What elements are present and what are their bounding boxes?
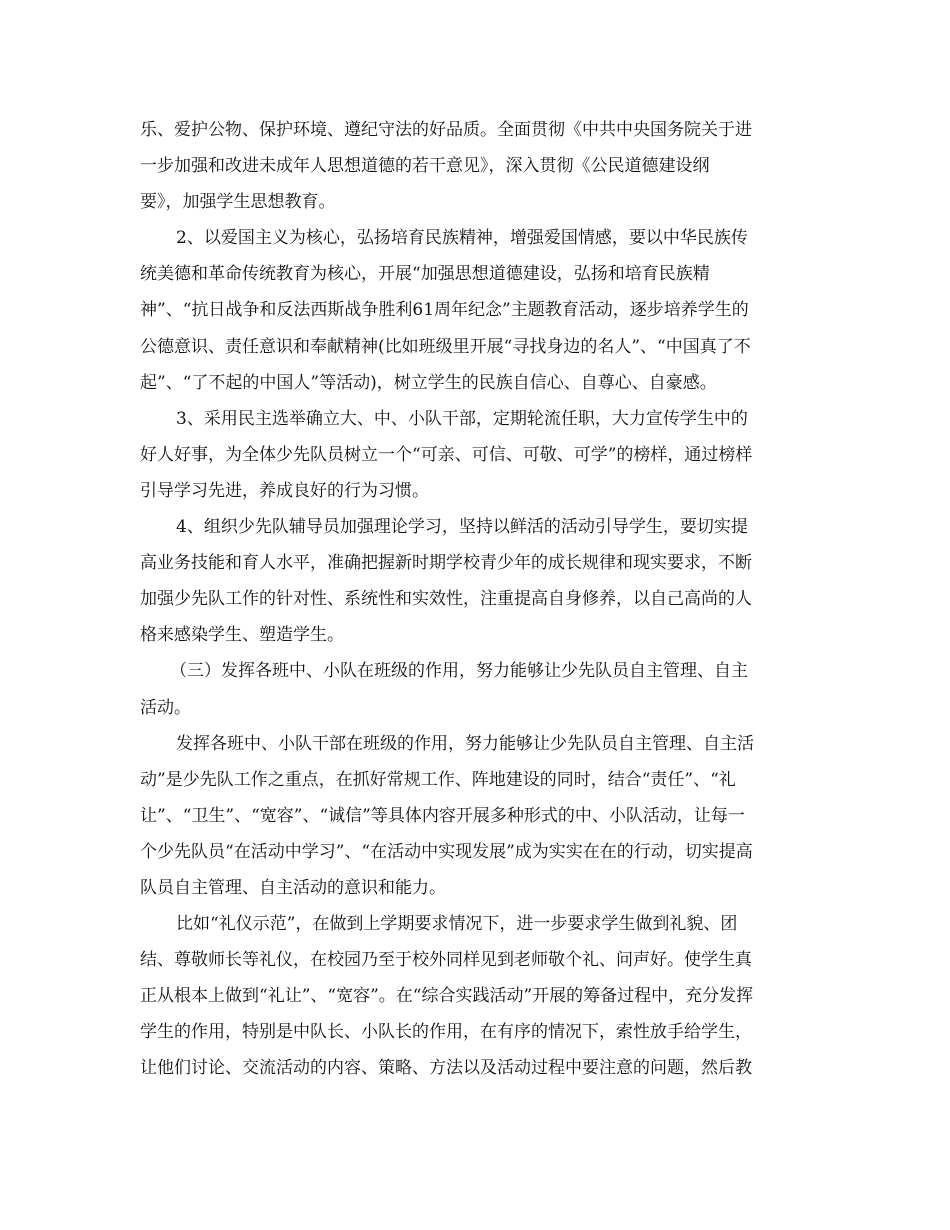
- text-line: 要》，加强学生思想教育。: [140, 192, 336, 213]
- text-line: 让”、“卫生”、“宽容”、“诚信”等具体内容开展多种形式的中、小队活动，让每一: [140, 805, 745, 826]
- text-line: 加强少先队工作的针对性、系统性和实效性，注重提高自身修养，以自己高尚的人: [140, 589, 752, 610]
- text-line: 让他们讨论、交流活动的内容、策略、方法以及活动过程中要注意的问题，然后教: [140, 1058, 752, 1079]
- text-line: 好人好事，为全体少先队员树立一个“可亲、可信、可敬、可学”的榜样，通过榜样: [140, 444, 753, 465]
- text-line: 一步加强和改进未成年人思想道德的若干意见》，深入贯彻《公民道德建设纲: [140, 156, 710, 177]
- paragraph-start-line: 2、以爱国主义为核心，弘扬培育民族精神，增强爱国情感，要以中华民族传: [176, 228, 748, 249]
- text-line: 动”是少先队工作之重点，在抓好常规工作、阵地建设的同时，结合“责任”、“礼: [140, 769, 736, 790]
- text-line: 高业务技能和育人水平，准确把握新时期学校青少年的成长规律和现实要求，不断: [140, 553, 752, 574]
- text-line: 结、尊敬师长等礼仪，在校园乃至于校外同样见到老师敬个礼、问声好。使学生真: [140, 950, 752, 971]
- text-line: 乐、爱护公物、保护环境、遵纪守法的好品质。全面贯彻《中共中央国务院关于进: [140, 120, 752, 140]
- text-line: 队员自主管理、自主活动的意识和能力。: [140, 877, 446, 898]
- paragraph-start-line: 3、采用民主选举确立大、中、小队干部，定期轮流任职，大力宣传学生中的: [176, 408, 748, 429]
- text-line: 统美德和革命传统教育为核心，开展“加强思想道德建设，弘扬和培育民族精: [140, 264, 710, 285]
- paragraph-start-line: 4、组织少先队辅导员加强理论学习，坚持以鲜活的活动引导学生，要切实提: [176, 517, 748, 538]
- text-line: 格来感染学生、塑造学生。: [140, 625, 344, 646]
- text-line: 引导学习先进，养成良好的行为习惯。: [140, 480, 429, 501]
- paragraph-start-line: 比如“礼仪示范”，在做到上学期要求情况下，进一步要求学生做到礼貌、团: [176, 914, 738, 935]
- paragraph-start-line: 发挥各班中、小队干部在班级的作用，努力能够让少先队员自主管理、自主活: [176, 733, 754, 754]
- text-line: 神”、“抗日战争和反法西斯战争胜利61周年纪念”主题教育活动，逐步培养学生的: [140, 300, 749, 321]
- section-heading-line: （三）发挥各班中、小队在班级的作用，努力能够让少先队员自主管理、自主: [170, 661, 748, 682]
- text-line: 公德意识、责任意识和奉献精神(比如班级里开展“寻找身边的名人”、“中国真了不: [140, 336, 751, 357]
- text-line: 个少先队员“在活动中学习”、“在活动中实现发展”成为实实在在的行动，切实提高: [140, 841, 753, 862]
- text-line: 正从根本上做到“礼让”、“宽容”。在“综合实践活动”开展的筹备过程中，充分发挥: [140, 986, 754, 1007]
- document-body: [140, 112, 812, 1087]
- text-line: 起”、“了不起的中国人”等活动)，树立学生的民族自信心、自尊心、自豪感。: [140, 372, 717, 393]
- text-line: 活动。: [140, 697, 191, 718]
- text-line: 学生的作用，特别是中队长、小队长的作用，在有序的情况下，索性放手给学生，: [140, 1022, 752, 1043]
